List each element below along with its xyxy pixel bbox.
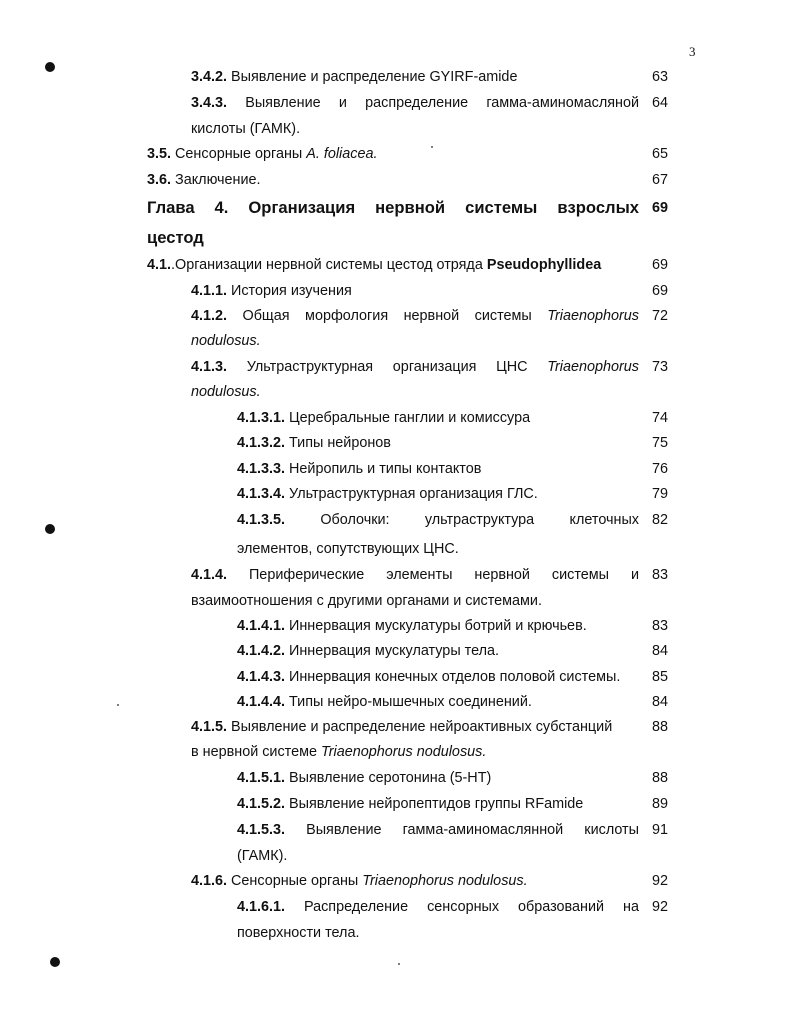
binder-hole-top bbox=[45, 62, 55, 72]
entry-number: 4.1.6. bbox=[191, 873, 228, 889]
entry-page: 92 bbox=[652, 873, 669, 889]
entry-title: Заключение. bbox=[175, 172, 261, 188]
entry-page: 75 bbox=[652, 435, 669, 451]
entry-number: 4.1.2. bbox=[191, 308, 228, 324]
entry-page: 88 bbox=[652, 719, 669, 735]
scan-speck bbox=[398, 963, 400, 965]
binder-hole-bottom bbox=[50, 957, 60, 967]
entry-number: 4.1.3.1. bbox=[237, 410, 286, 426]
entry-page: 84 bbox=[652, 694, 669, 710]
chapter-title-continued: цестод bbox=[147, 228, 204, 247]
entry-page: 63 bbox=[652, 69, 669, 85]
entry-number: 3.4.3. bbox=[191, 95, 228, 111]
entry-title: Ультраструктурная организация ЦНС bbox=[246, 359, 528, 375]
entry-page: 91 bbox=[652, 822, 669, 838]
entry-number: 4.1.6.1. bbox=[237, 899, 286, 915]
entry-page: 76 bbox=[652, 461, 669, 477]
entry-title-continued: nodulosus. bbox=[191, 384, 261, 400]
entry-number: 4.1.5.3. bbox=[237, 822, 286, 838]
entry-number: 4.1.4.4. bbox=[237, 694, 286, 710]
entry-number: 4.1.3.3. bbox=[237, 461, 286, 477]
entry-title-continued: элементов, сопутствующих ЦНС. bbox=[237, 541, 459, 557]
entry-title: .Организации нервной системы цестод отряда bbox=[171, 257, 483, 273]
entry-title-continued: (ГАМК). bbox=[237, 848, 288, 864]
entry-title-continued: в нервной системе bbox=[191, 744, 317, 760]
entry-title: Церебральные ганглии и комиссура bbox=[289, 410, 531, 426]
entry-title: Выявление гамма-аминомаслянной кислоты bbox=[306, 822, 639, 838]
entry-title: История изучения bbox=[231, 283, 352, 299]
entry-title: Сенсорные органы bbox=[175, 146, 303, 162]
entry-title: Оболочки: ультраструктура клеточных bbox=[320, 512, 639, 528]
entry-page: 69 bbox=[652, 283, 669, 299]
entry-title: Выявление нейропептидов группы RFamide bbox=[289, 796, 584, 812]
entry-page: 69 bbox=[652, 257, 669, 273]
entry-page: 69 bbox=[652, 200, 669, 216]
entry-page: 85 bbox=[652, 669, 669, 685]
entry-page: 89 bbox=[652, 796, 669, 812]
entry-page: 82 bbox=[652, 512, 669, 528]
entry-page: 83 bbox=[652, 618, 669, 634]
entry-page: 64 bbox=[652, 95, 669, 111]
entry-title: Выявление серотонина (5-НТ) bbox=[289, 770, 492, 786]
scan-speck bbox=[117, 704, 119, 706]
entry-title: Нейропиль и типы контактов bbox=[289, 461, 482, 477]
entry-title-continued: кислоты (ГАМК). bbox=[191, 121, 301, 137]
entry-number: 4.1.4.1. bbox=[237, 618, 286, 634]
scan-speck bbox=[431, 146, 433, 148]
entry-title: Ультраструктурная организация ГЛС. bbox=[289, 486, 538, 502]
entry-title-continued: поверхности тела. bbox=[237, 925, 360, 941]
entry-number: 4.1.5.2. bbox=[237, 796, 286, 812]
entry-title: Типы нейронов bbox=[289, 435, 391, 451]
entry-title: Иннервация мускулатуры ботрий и крючьев. bbox=[289, 618, 587, 634]
entry-page: 73 bbox=[652, 359, 669, 375]
entry-title: Типы нейро-мышечных соединений. bbox=[289, 694, 532, 710]
entry-page: 72 bbox=[652, 308, 669, 324]
entry-title-italic: A. foliacea. bbox=[306, 146, 378, 162]
entry-title: Иннервация конечных отделов половой системы. bbox=[289, 669, 621, 685]
entry-title: Распределение сенсорных образований на bbox=[303, 899, 639, 915]
entry-title: Иннервация мускулатуры тела. bbox=[289, 643, 500, 659]
entry-number: 3.6. bbox=[147, 172, 172, 188]
entry-number: 4.1.3.4. bbox=[237, 486, 286, 502]
entry-page: 74 bbox=[652, 410, 669, 426]
entry-page: 79 bbox=[652, 486, 669, 502]
entry-number: 4.1.4.3. bbox=[237, 669, 286, 685]
entry-title-continued: nodulosus. bbox=[191, 333, 261, 349]
entry-title-italic: Triaenophorus bbox=[547, 359, 640, 375]
entry-title: Выявление и распределение гамма-аминомасляной bbox=[245, 95, 639, 111]
entry-number: 4.1.3.5. bbox=[237, 512, 286, 528]
entry-page: 92 bbox=[652, 899, 669, 915]
entry-page: 67 bbox=[652, 172, 669, 188]
entry-page: 83 bbox=[652, 567, 669, 583]
entry-page: 65 bbox=[652, 146, 669, 162]
entry-number: 4.1. bbox=[147, 257, 172, 273]
entry-number: 4.1.1. bbox=[191, 283, 228, 299]
page-number: 3 bbox=[689, 44, 696, 59]
entry-title-italic: Triaenophorus bbox=[547, 308, 639, 324]
entry-title-bold: Pseudophyllidea bbox=[486, 257, 602, 273]
entry-title-italic: Triaenophorus nodulosus. bbox=[362, 873, 528, 889]
entry-number: 3.5. bbox=[147, 146, 172, 162]
entry-page: 88 bbox=[652, 770, 669, 786]
entry-number: 4.1.5.1. bbox=[237, 770, 286, 786]
entry-number: 4.1.4.2. bbox=[237, 643, 286, 659]
binder-hole-middle bbox=[45, 524, 55, 534]
entry-title: Выявление и распределение нейроактивных субстанций bbox=[231, 719, 613, 735]
entry-title: Сенсорные органы bbox=[231, 873, 359, 889]
entry-number: 4.1.5. bbox=[191, 719, 228, 735]
entry-number: 4.1.4. bbox=[191, 567, 228, 583]
entry-title: Общая морфология нервной системы bbox=[242, 308, 532, 324]
entry-number: 4.1.3.2. bbox=[237, 435, 286, 451]
entry-title: Выявление и распределение GYIRF-amide bbox=[231, 69, 518, 85]
entry-title: Периферические элементы нервной системы и bbox=[248, 567, 639, 583]
entry-title-italic: Triaenophorus nodulosus. bbox=[321, 744, 487, 760]
entry-number: 4.1.3. bbox=[191, 359, 228, 375]
entry-page: 84 bbox=[652, 643, 669, 659]
entry-title-continued: взаимоотношения с другими органами и системами. bbox=[191, 593, 542, 609]
entry-number: 3.4.2. bbox=[191, 69, 228, 85]
chapter-title: Глава 4. Организация нервной системы взрослых bbox=[147, 198, 639, 217]
